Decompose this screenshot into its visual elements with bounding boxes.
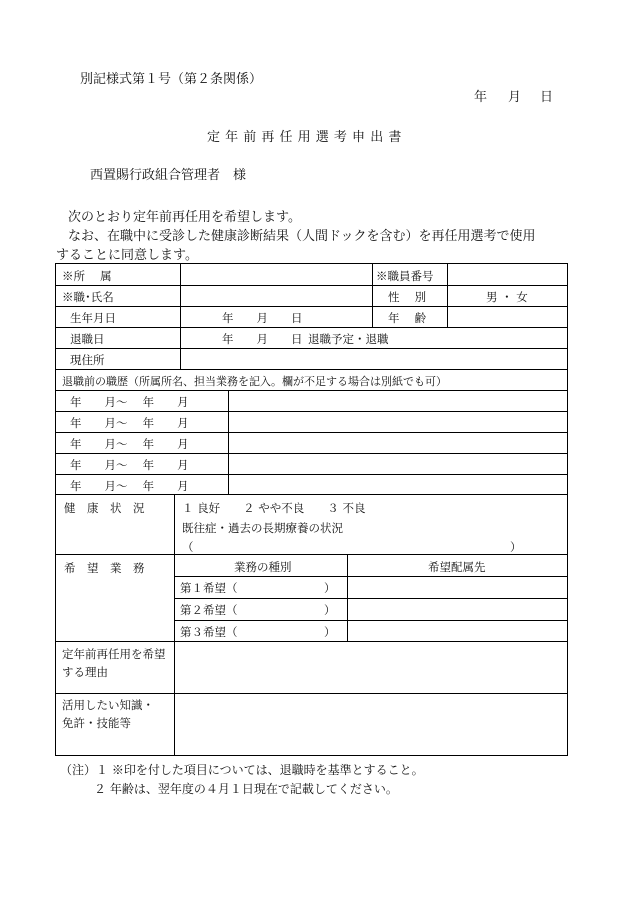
department-label: ※所 属 (62, 269, 112, 283)
row-line (56, 554, 567, 555)
health-label: 健 康 状 況 (64, 501, 145, 515)
wish-3-label: 第３希望（ (180, 625, 238, 639)
col-line (228, 390, 229, 494)
row-line (56, 693, 567, 694)
career-heading: 退職前の職歴（所属所名、担当業務を記入。欄が不足する場合は別紙でも可） (62, 375, 447, 388)
row-line (56, 474, 567, 475)
addressee: 西置賜行政組合管理者 様 (90, 168, 247, 183)
age-label: 年 齢 (388, 311, 427, 325)
employee-number-label: ※職員番号 (376, 269, 434, 283)
career-period: 年 月～ 年 月 (70, 395, 189, 409)
wish-job-label: 希 望 業 務 (64, 561, 145, 575)
col-line (447, 264, 448, 327)
document-title: 定 年 前 再 任 用 選 考 申 出 書 (207, 130, 402, 145)
note-1: （注）１ ※印を付した項目については、退職時を基準とすること。 (60, 763, 424, 777)
row-line (56, 306, 567, 307)
address-label: 現住所 (70, 353, 105, 367)
col-line (372, 264, 373, 327)
retirement-status[interactable]: 退職予定・退職 (308, 332, 389, 346)
wish-3-close: ） (324, 625, 336, 639)
intro-line-2: なお、在職中に受診した健康診断結果（人間ドックを含む）を再任用選考で使用 (68, 229, 536, 244)
reason-label-line-2: する理由 (62, 665, 108, 679)
form-number: 別記様式第１号（第２条関係） (80, 72, 263, 87)
gender-label: 性 別 (388, 290, 427, 304)
career-period: 年 月～ 年 月 (70, 437, 189, 451)
career-period: 年 月～ 年 月 (70, 458, 189, 472)
health-options[interactable]: １ 良好 ２ やや不良 ３ 不良 (182, 501, 366, 515)
application-form-table (55, 263, 568, 756)
row-line (56, 327, 567, 328)
gender-options[interactable]: 男 ・ 女 (486, 290, 528, 304)
row-line (56, 453, 567, 454)
row-line (56, 641, 567, 642)
health-paren-close: ） (510, 540, 522, 554)
birthdate-format: 年 月 日 (222, 311, 303, 325)
row-line (56, 494, 567, 495)
col-line (174, 494, 175, 755)
row-line (56, 285, 567, 286)
career-period: 年 月～ 年 月 (70, 416, 189, 430)
birthdate-label: 生年月日 (70, 311, 116, 325)
note-2: ２ 年齢は、翌年度の４月１日現在で記載してください。 (94, 782, 398, 796)
reason-label-line-1: 定年前再任用を希望 (62, 647, 166, 661)
health-history-label: 既往症・過去の長期療養の状況 (182, 521, 343, 535)
position-name-label: ※職･氏名 (62, 290, 114, 304)
date-year-label: 年 (474, 90, 488, 105)
date-month-label: 月 (508, 90, 522, 105)
col-line (347, 554, 348, 641)
wish-1-close: ） (324, 581, 336, 595)
wish-2-close: ） (324, 603, 336, 617)
wish-2-label: 第２希望（ (180, 603, 238, 617)
wish-1-label: 第１希望（ (180, 581, 238, 595)
skills-label-line-2: 免許・技能等 (62, 716, 131, 730)
row-line (174, 598, 567, 599)
row-line (56, 432, 567, 433)
retirement-date-label: 退職日 (70, 332, 105, 346)
row-line (56, 390, 567, 391)
intro-line-1: 次のとおり定年前再任用を希望します。 (68, 210, 301, 225)
department-wish-header: 希望配属先 (428, 560, 486, 574)
intro-line-3: することに同意します。 (56, 248, 198, 263)
job-type-header: 業務の種別 (234, 560, 292, 574)
career-period: 年 月～ 年 月 (70, 479, 189, 493)
row-line (56, 369, 567, 370)
skills-label-line-1: 活用したい知識・ (62, 698, 154, 712)
row-line (174, 620, 567, 621)
date-day-label: 日 (540, 90, 554, 105)
row-line (174, 576, 567, 577)
row-line (56, 348, 567, 349)
health-paren-open: （ (182, 540, 194, 554)
row-line (56, 411, 567, 412)
col-line (180, 348, 181, 369)
retirement-date-format: 年 月 日 (222, 332, 303, 346)
